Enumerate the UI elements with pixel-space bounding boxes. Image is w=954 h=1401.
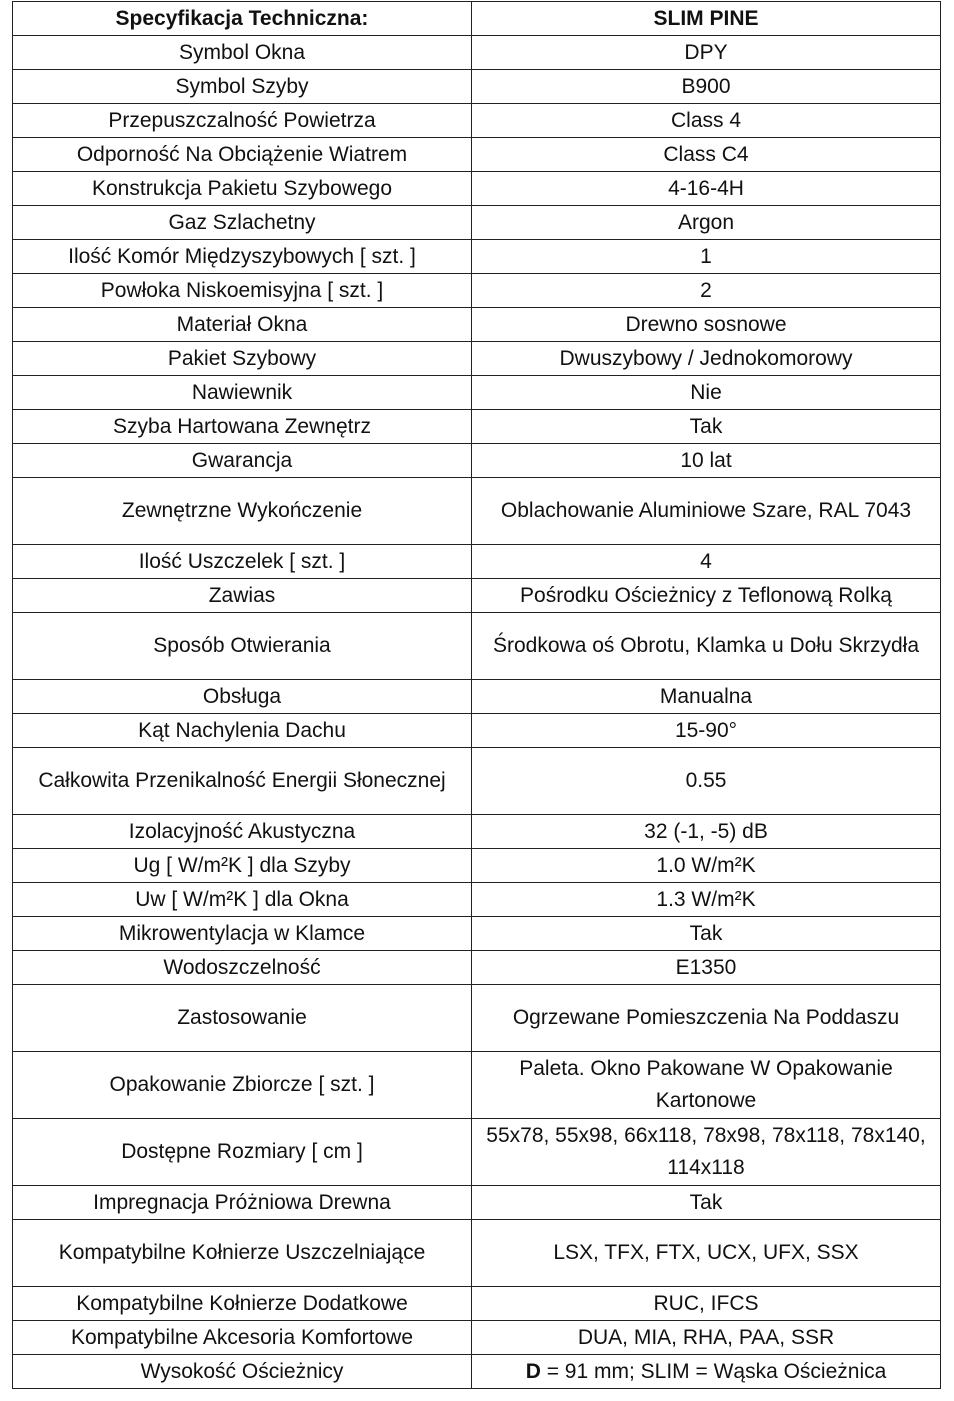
table-row — [13, 917, 941, 951]
row-label: Pakiet Szybowy — [13, 342, 472, 376]
row-label: Dostępne Rozmiary [ cm ] — [13, 1119, 472, 1186]
table-row — [13, 274, 941, 308]
table-row — [13, 579, 941, 613]
row-value: Tak — [472, 1186, 941, 1220]
row-value: 15-90° — [472, 714, 941, 748]
table-row — [13, 70, 941, 104]
table-row — [13, 1287, 941, 1321]
table-row — [13, 172, 941, 206]
row-label: Kompatybilne Kołnierze Uszczelniające — [13, 1220, 472, 1287]
row-label: Ug [ W/m²K ] dla Szyby — [13, 849, 472, 883]
row-value: B900 — [472, 70, 941, 104]
row-value: 1.0 W/m²K — [472, 849, 941, 883]
table-row — [13, 1119, 941, 1186]
row-label: Symbol Okna — [13, 36, 472, 70]
row-label: Zawias — [13, 579, 472, 613]
table-row — [13, 849, 941, 883]
header-row — [13, 2, 941, 36]
table-row — [13, 478, 941, 545]
row-value: 2 — [472, 274, 941, 308]
row-label: Mikrowentylacja w Klamce — [13, 917, 472, 951]
header-spec: Specyfikacja Techniczna: — [13, 2, 472, 36]
row-value: Ogrzewane Pomieszczenia Na Poddaszu — [472, 985, 941, 1052]
row-label: Kompatybilne Akcesoria Komfortowe — [13, 1321, 472, 1355]
table-row — [13, 714, 941, 748]
row-value: Class 4 — [472, 104, 941, 138]
table-row — [13, 342, 941, 376]
row-label: Zewnętrzne Wykończenie — [13, 478, 472, 545]
spec-table — [12, 1, 941, 1389]
row-label: Wysokość Ościeżnicy — [13, 1355, 472, 1389]
table-row — [13, 240, 941, 274]
row-label: Symbol Szyby — [13, 70, 472, 104]
table-row — [13, 444, 941, 478]
table-row — [13, 1355, 941, 1389]
row-label: Uw [ W/m²K ] dla Okna — [13, 883, 472, 917]
row-value: 4-16-4H — [472, 172, 941, 206]
table-row — [13, 410, 941, 444]
table-row — [13, 815, 941, 849]
row-label: Odporność Na Obciążenie Wiatrem — [13, 138, 472, 172]
table-row — [13, 748, 941, 815]
table-row — [13, 206, 941, 240]
row-value: 0.55 — [472, 748, 941, 815]
header-product: SLIM PINE — [472, 2, 941, 36]
row-value: Manualna — [472, 680, 941, 714]
table-row — [13, 376, 941, 410]
table-row — [13, 36, 941, 70]
row-value: 1.3 W/m²K — [472, 883, 941, 917]
row-label: Całkowita Przenikalność Energii Słonecznej — [13, 748, 472, 815]
table-row — [13, 680, 941, 714]
row-label: Powłoka Niskoemisyjna [ szt. ] — [13, 274, 472, 308]
row-value: Tak — [472, 917, 941, 951]
row-label: Ilość Uszczelek [ szt. ] — [13, 545, 472, 579]
row-label: Sposób Otwierania — [13, 613, 472, 680]
row-value: Pośrodku Ościeżnicy z Teflonową Rolką — [472, 579, 941, 613]
row-value: RUC, IFCS — [472, 1287, 941, 1321]
table-row — [13, 138, 941, 172]
row-value: Class C4 — [472, 138, 941, 172]
row-value: 1 — [472, 240, 941, 274]
table-row — [13, 1321, 941, 1355]
table-row — [13, 104, 941, 138]
row-value: E1350 — [472, 951, 941, 985]
row-label: Materiał Okna — [13, 308, 472, 342]
row-label: Obsługa — [13, 680, 472, 714]
row-value: Środkowa oś Obrotu, Klamka u Dołu Skrzydła — [472, 613, 941, 680]
row-value: Oblachowanie Aluminiowe Szare, RAL 7043 — [472, 478, 941, 545]
row-label: Kompatybilne Kołnierze Dodatkowe — [13, 1287, 472, 1321]
table-row — [13, 1220, 941, 1287]
row-label: Konstrukcja Pakietu Szybowego — [13, 172, 472, 206]
row-label: Impregnacja Próżniowa Drewna — [13, 1186, 472, 1220]
row-label: Zastosowanie — [13, 985, 472, 1052]
table-row — [13, 545, 941, 579]
row-value: DUA, MIA, RHA, PAA, SSR — [472, 1321, 941, 1355]
row-label: Gaz Szlachetny — [13, 206, 472, 240]
table-row — [13, 951, 941, 985]
row-label: Opakowanie Zbiorcze [ szt. ] — [13, 1052, 472, 1119]
row-value — [472, 1355, 941, 1389]
row-value: Drewno sosnowe — [472, 308, 941, 342]
table-row — [13, 1052, 941, 1119]
row-label: Szyba Hartowana Zewnętrz — [13, 410, 472, 444]
row-value: 32 (-1, -5) dB — [472, 815, 941, 849]
row-value: Nie — [472, 376, 941, 410]
row-label: Przepuszczalność Powietrza — [13, 104, 472, 138]
row-value: Paleta. Okno Pakowane W Opakowanie Kartonowe — [472, 1052, 941, 1119]
table-row — [13, 613, 941, 680]
row-value: 4 — [472, 545, 941, 579]
row-label: Nawiewnik — [13, 376, 472, 410]
table-row — [13, 1186, 941, 1220]
row-value: 10 lat — [472, 444, 941, 478]
row-label: Izolacyjność Akustyczna — [13, 815, 472, 849]
row-value: LSX, TFX, FTX, UCX, UFX, SSX — [472, 1220, 941, 1287]
row-value-rest: = 91 mm; SLIM = Wąska Ościeżnica — [540, 1359, 887, 1383]
row-value: Dwuszybowy / Jednokomorowy — [472, 342, 941, 376]
table-row — [13, 308, 941, 342]
row-value: Argon — [472, 206, 941, 240]
row-label: Wodoszczelność — [13, 951, 472, 985]
row-value: DPY — [472, 36, 941, 70]
table-row — [13, 883, 941, 917]
row-label: Kąt Nachylenia Dachu — [13, 714, 472, 748]
table-row — [13, 985, 941, 1052]
row-label: Ilość Komór Międzyszybowych [ szt. ] — [13, 240, 472, 274]
row-value: 55x78, 55x98, 66x118, 78x98, 78x118, 78x140, 114x118 — [472, 1119, 941, 1186]
row-label: Gwarancja — [13, 444, 472, 478]
row-value-bold: D — [525, 1359, 541, 1383]
row-value: Tak — [472, 410, 941, 444]
